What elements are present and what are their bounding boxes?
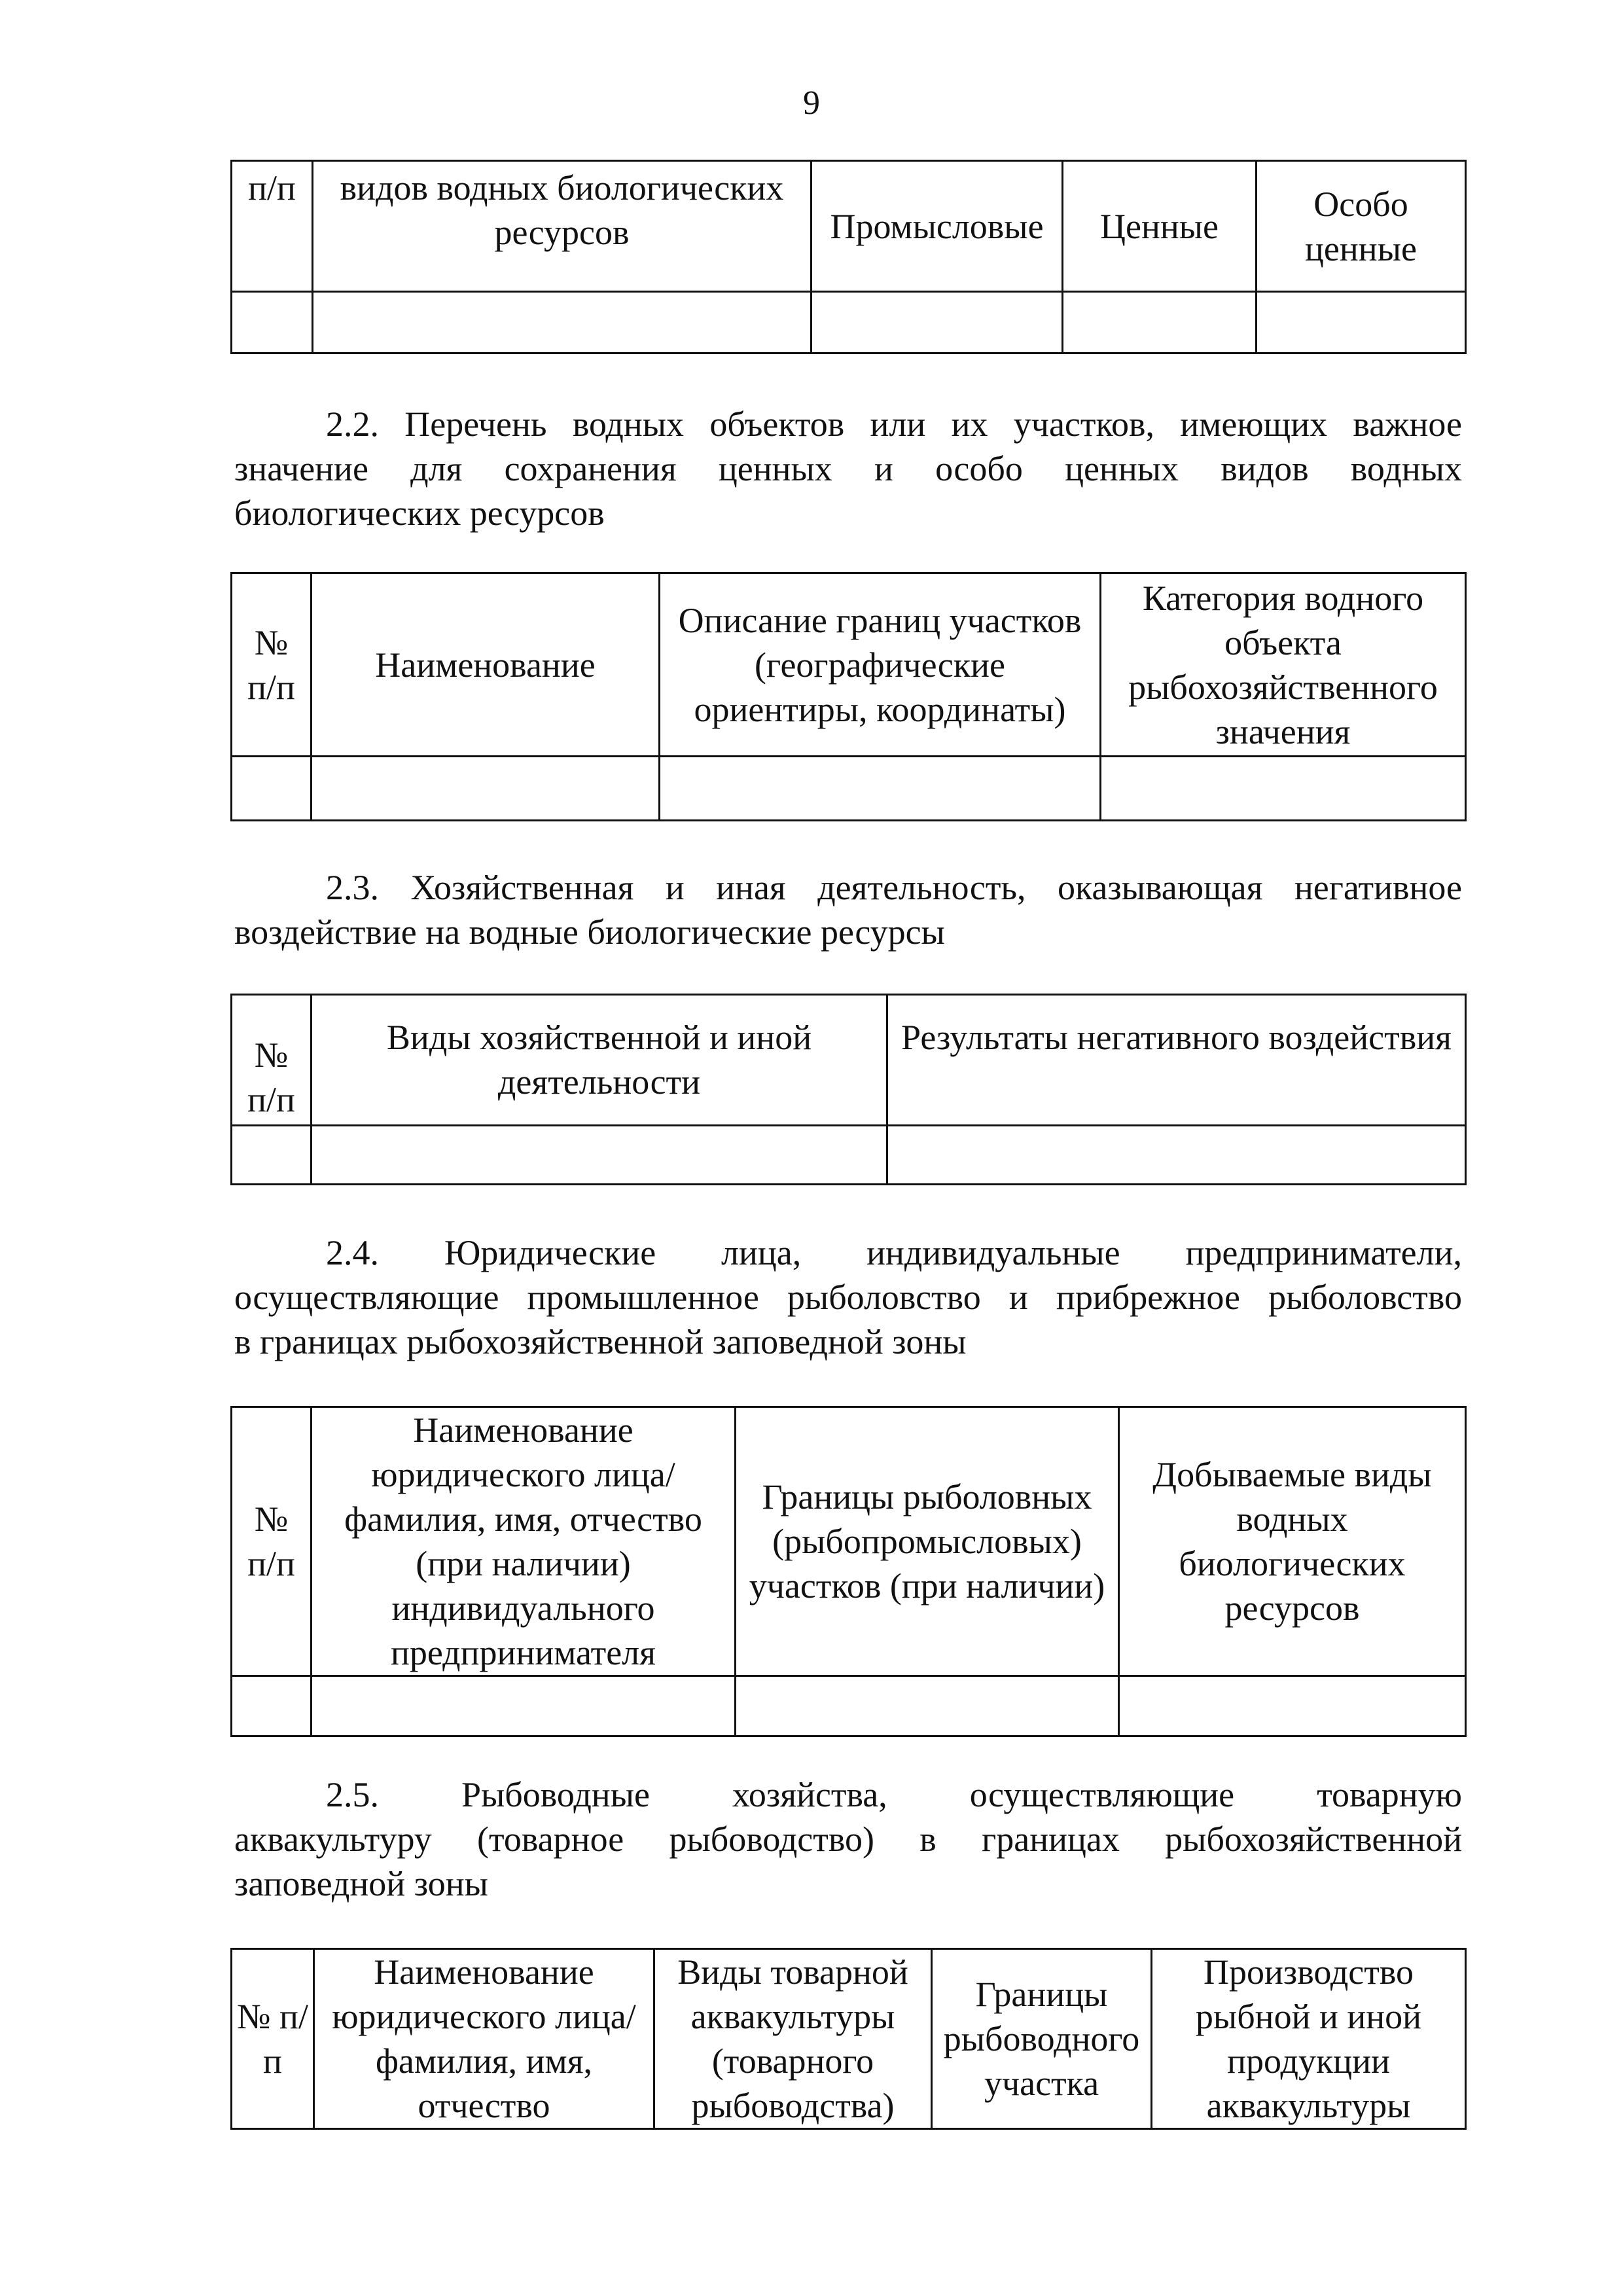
- section-line: 2.5. Рыбоводные хозяйства, осуществляющие товарную: [326, 1775, 1462, 1814]
- header-cell: Границы рыболовных (рыбопромысловых) участков (при наличии): [736, 1407, 1119, 1676]
- empty-cell: [312, 757, 660, 821]
- section-line: аквакультуру (товарное рыбоводство) в границах рыбохозяйственной: [234, 1820, 1462, 1859]
- header-cell: Категория водного объекта рыбохозяйственного значения: [1101, 573, 1466, 757]
- header-cell: Добываемые виды водных биологических ресурсов: [1119, 1407, 1466, 1676]
- section-2-3-text: [234, 865, 1462, 954]
- section-line: биологических ресурсов: [234, 493, 605, 533]
- table-header-row: [232, 573, 1466, 757]
- header-cell: видов водных биологических ресурсов: [313, 161, 812, 292]
- section-line: 2.3. Хозяйственная и иная деятельность, оказывающая негативное: [326, 868, 1462, 907]
- table-row: [232, 1676, 1466, 1736]
- empty-cell: [660, 757, 1101, 821]
- section-line: значение для сохранения ценных и особо ценных видов водных: [234, 449, 1462, 488]
- empty-cell: [887, 1126, 1466, 1185]
- table-water-objects: [230, 572, 1467, 821]
- section-line: осуществляющие промышленное рыболовство и прибрежное рыболовство: [234, 1278, 1462, 1317]
- header-cell: п/п: [232, 161, 313, 292]
- empty-cell: [1063, 292, 1257, 353]
- empty-cell: [232, 1126, 312, 1185]
- section-2-2-text: [234, 402, 1462, 535]
- header-cell: Виды хозяйственной и иной деятельности: [312, 995, 887, 1126]
- table-row: [232, 757, 1466, 821]
- header-cell: № п/п: [232, 995, 312, 1126]
- page-number: 9: [803, 84, 820, 122]
- empty-cell: [232, 292, 313, 353]
- header-cell: Наименование юридического лица/ фамилия, имя, отчество: [314, 1949, 654, 2129]
- empty-cell: [1101, 757, 1466, 821]
- empty-cell: [232, 757, 312, 821]
- table-header-row: [232, 995, 1466, 1126]
- section-line: 2.4. Юридические лица, индивидуальные предприниматели,: [326, 1233, 1462, 1272]
- header-cell: Промысловые: [812, 161, 1063, 292]
- section-2-5-text: [234, 1772, 1462, 1906]
- section-line: заповедной зоны: [234, 1864, 488, 1903]
- empty-cell: [1257, 292, 1466, 353]
- section-line: в границах рыбохозяйственной заповедной зоны: [234, 1322, 967, 1361]
- section-2-4-text: [234, 1230, 1462, 1364]
- empty-cell: [736, 1676, 1119, 1736]
- empty-cell: [232, 1676, 312, 1736]
- table-activities: [230, 994, 1467, 1185]
- section-line: воздействие на водные биологические ресурсы: [234, 912, 945, 952]
- header-cell: Наименование: [312, 573, 660, 757]
- header-cell: № п/п: [232, 573, 312, 757]
- table-biological-resources: [230, 160, 1467, 354]
- section-line: 2.2. Перечень водных объектов или их участков, имеющих важное: [326, 404, 1462, 444]
- header-cell: № п/п: [232, 1949, 314, 2129]
- empty-cell: [313, 292, 812, 353]
- header-cell: Ценные: [1063, 161, 1257, 292]
- table-row: [232, 292, 1466, 353]
- header-cell: Наименование юридического лица/ фамилия, имя, отчество (при наличии) индивидуального предпринимателя: [312, 1407, 736, 1676]
- empty-cell: [312, 1676, 736, 1736]
- empty-cell: [812, 292, 1063, 353]
- table-row: [232, 1126, 1466, 1185]
- empty-cell: [312, 1126, 887, 1185]
- header-cell: Особо ценные: [1257, 161, 1466, 292]
- header-cell: Производство рыбной и иной продукции аквакультуры: [1152, 1949, 1466, 2129]
- header-cell: № п/п: [232, 1407, 312, 1676]
- header-cell: Описание границ участков (географические ориентиры, координаты): [660, 573, 1101, 757]
- table-aquaculture: [230, 1948, 1467, 2130]
- table-fishing-entities: [230, 1406, 1467, 1737]
- header-cell: Виды товарной аквакультуры (товарного рыбоводства): [654, 1949, 932, 2129]
- empty-cell: [1119, 1676, 1466, 1736]
- table-header-row: [232, 161, 1466, 292]
- table-header-row: [232, 1949, 1466, 2129]
- table-header-row: [232, 1407, 1466, 1676]
- header-cell: Границы рыбоводного участка: [932, 1949, 1152, 2129]
- header-cell: Результаты негативного воздействия: [887, 995, 1466, 1126]
